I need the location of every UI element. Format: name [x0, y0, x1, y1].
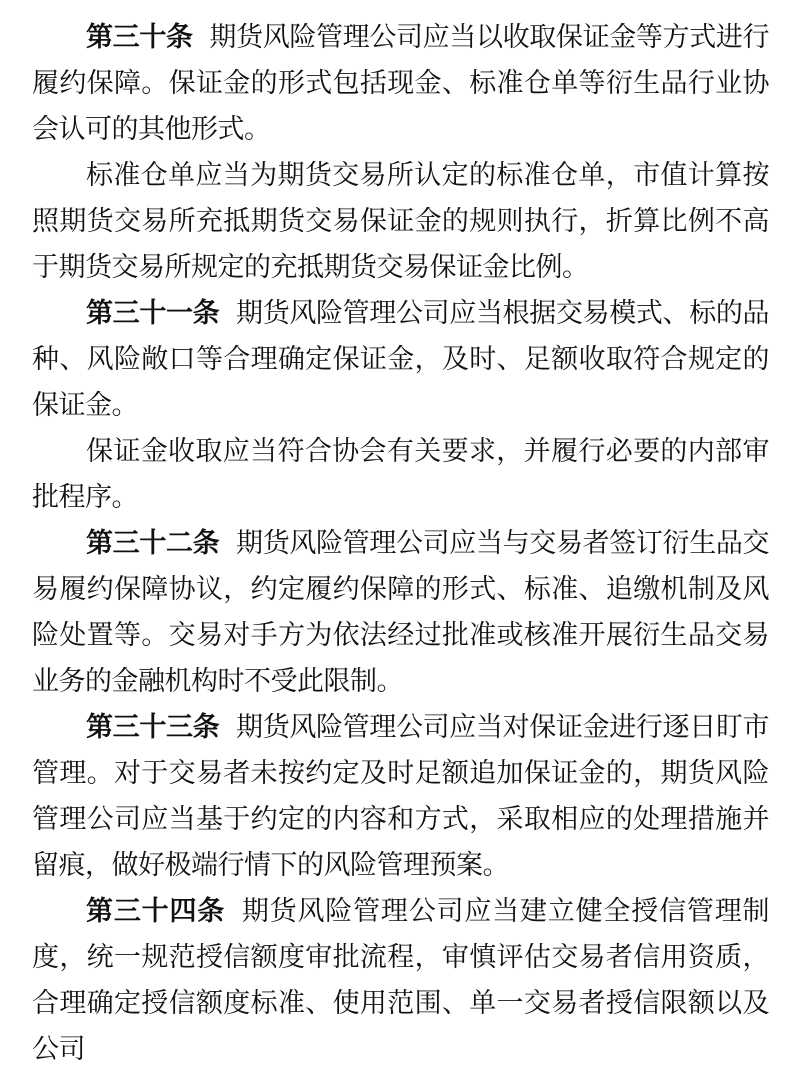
paragraph-margin-collection: [32, 429, 769, 521]
paragraph-text: 期货风险管理公司应当建立健全授信管理制度，统一规范授信额度审批流程，审慎评估交易者信用资质，合理确定授信额度标准、使用范围、单一交易者授信限额以及公司: [32, 896, 770, 1065]
paragraph-article-34: [32, 889, 769, 1073]
article-number: 第三十条: [86, 22, 193, 53]
article-number: 第三十二条: [86, 528, 220, 559]
paragraph-text: 标准仓单应当为期货交易所认定的标准仓单，市值计算按照期货交易所充抵期货交易保证金的规则执行，折算比例不高于期货交易所规定的充抵期货交易保证金比例。: [32, 160, 769, 283]
paragraph-article-33: [32, 705, 769, 889]
article-number: 第三十三条: [86, 712, 220, 743]
article-number: 第三十四条: [86, 896, 226, 927]
paragraph-standard-warehouse-receipt: [32, 153, 769, 291]
paragraph-article-30: [32, 15, 769, 153]
paragraph-text: 期货风险管理公司应当与交易者签订衍生品交易履约保障协议，约定履约保障的形式、标准、追缴机制及风险处置等。交易对手方为依法经过批准或核准开展衍生品交易业务的金融机构时不受此限制。: [32, 528, 770, 697]
paragraph-article-32: [32, 521, 769, 705]
paragraph-text: 期货风险管理公司应当对保证金进行逐日盯市管理。对于交易者未按约定及时足额追加保证金的，期货风险管理公司应当基于约定的内容和方式，采取相应的处理措施并留痕，做好极端行情下的风险管理预案。: [32, 712, 770, 881]
article-number: 第三十一条: [86, 298, 220, 329]
paragraph-text: 期货风险管理公司应当根据交易模式、标的品种、风险敞口等合理确定保证金，及时、足额收取符合规定的保证金。: [32, 298, 770, 421]
paragraph-article-31: [32, 291, 769, 429]
paragraph-text: 保证金收取应当符合协会有关要求，并履行必要的内部审批程序。: [32, 436, 769, 513]
paragraph-text: 期货风险管理公司应当以收取保证金等方式进行履约保障。保证金的形式包括现金、标准仓单等衍生品行业协会认可的其他形式。: [32, 22, 770, 145]
